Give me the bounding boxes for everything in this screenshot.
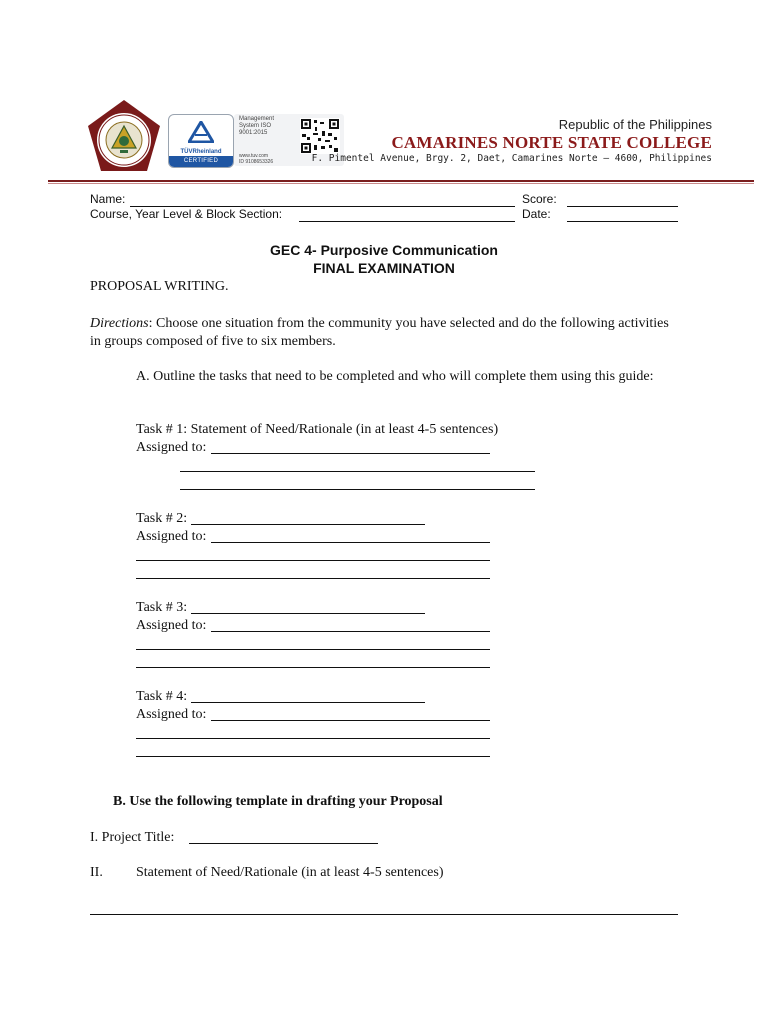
tuv-brand: TÜVRheinland (180, 149, 222, 155)
task-4-label: Task # 4: (136, 689, 188, 704)
part-b-heading: B. Use the following template in drafting your Proposal (113, 794, 443, 809)
item-ii-number: II. (90, 865, 103, 880)
task-1-assigned-blank[interactable] (211, 453, 490, 454)
project-title-label: I. Project Title: (90, 830, 175, 845)
part-a-instruction: A. Outline the tasks that need to be completed and who will complete them using this guide: (136, 369, 654, 384)
score-blank[interactable] (567, 206, 678, 207)
task-3-assigned-blank[interactable] (211, 631, 490, 632)
task-2-blank[interactable] (191, 524, 425, 525)
header-divider-secondary (48, 183, 754, 184)
task-3-assigned-label: Assigned to: (136, 618, 207, 633)
task-1-label: Task # 1: Statement of Need/Rationale (in at least 4-5 sentences) (136, 422, 499, 437)
rationale-line-1[interactable] (90, 914, 678, 915)
task-4-line-1[interactable] (136, 738, 490, 739)
score-label: Score: (522, 192, 557, 206)
tuv-certified-label: CERTIFIED (169, 156, 233, 167)
task-4-assigned-blank[interactable] (211, 720, 490, 721)
task-3-line-2[interactable] (136, 667, 490, 668)
task-3-label: Task # 3: (136, 600, 188, 615)
tuv-triangle-icon (188, 121, 214, 143)
course-title: GEC 4- Purposive Communication (270, 242, 498, 258)
exam-title: FINAL EXAMINATION (313, 260, 455, 276)
cert-id-block (239, 153, 273, 165)
task-2-label: Task # 2: (136, 511, 188, 526)
project-title-blank[interactable] (189, 843, 378, 844)
directions-label: Directions (90, 316, 149, 331)
task-3-line-1[interactable] (136, 649, 490, 650)
course-blank[interactable] (299, 221, 515, 222)
republic-text: Republic of the Philippines (558, 117, 712, 132)
task-4-blank[interactable] (191, 702, 425, 703)
header-divider (48, 180, 754, 182)
management-system-text: Management System ISO 9001:2015 (239, 116, 275, 136)
college-seal-logo (86, 98, 162, 174)
cert-id: ID 9108653326 (239, 159, 274, 165)
item-ii-text: Statement of Need/Rationale (in at least 4-5 sentences) (136, 865, 444, 880)
directions-paragraph (90, 315, 670, 350)
tuv-certified-badge (168, 114, 234, 168)
task-1-assigned-label: Assigned to: (136, 440, 207, 455)
task-4-assigned-label: Assigned to: (136, 707, 207, 722)
task-1-line-2[interactable] (180, 489, 535, 490)
name-label: Name: (90, 192, 126, 206)
section-heading: PROPOSAL WRITING. (90, 279, 229, 294)
task-3-blank[interactable] (191, 613, 425, 614)
college-address: F. Pimentel Avenue, Brgy. 2, Daet, Camarines Norte – 4600, Philippines (311, 153, 712, 164)
task-2-line-1[interactable] (136, 560, 490, 561)
directions-text: : Choose one situation from the community you have selected and do the following activities in groups composed of five to six members. (90, 316, 669, 349)
task-2-line-2[interactable] (136, 578, 490, 579)
cert-web: www.tuv.com (239, 153, 269, 159)
qr-code-icon (300, 118, 340, 154)
college-name: CAMARINES NORTE STATE COLLEGE (391, 133, 712, 152)
date-label: Date: (522, 207, 551, 221)
task-2-assigned-label: Assigned to: (136, 529, 207, 544)
task-4-line-2[interactable] (136, 756, 490, 757)
task-1-line-1[interactable] (180, 471, 535, 472)
course-label: Course, Year Level & Block Section: (90, 207, 283, 221)
task-2-assigned-blank[interactable] (211, 542, 490, 543)
date-blank[interactable] (567, 221, 678, 222)
